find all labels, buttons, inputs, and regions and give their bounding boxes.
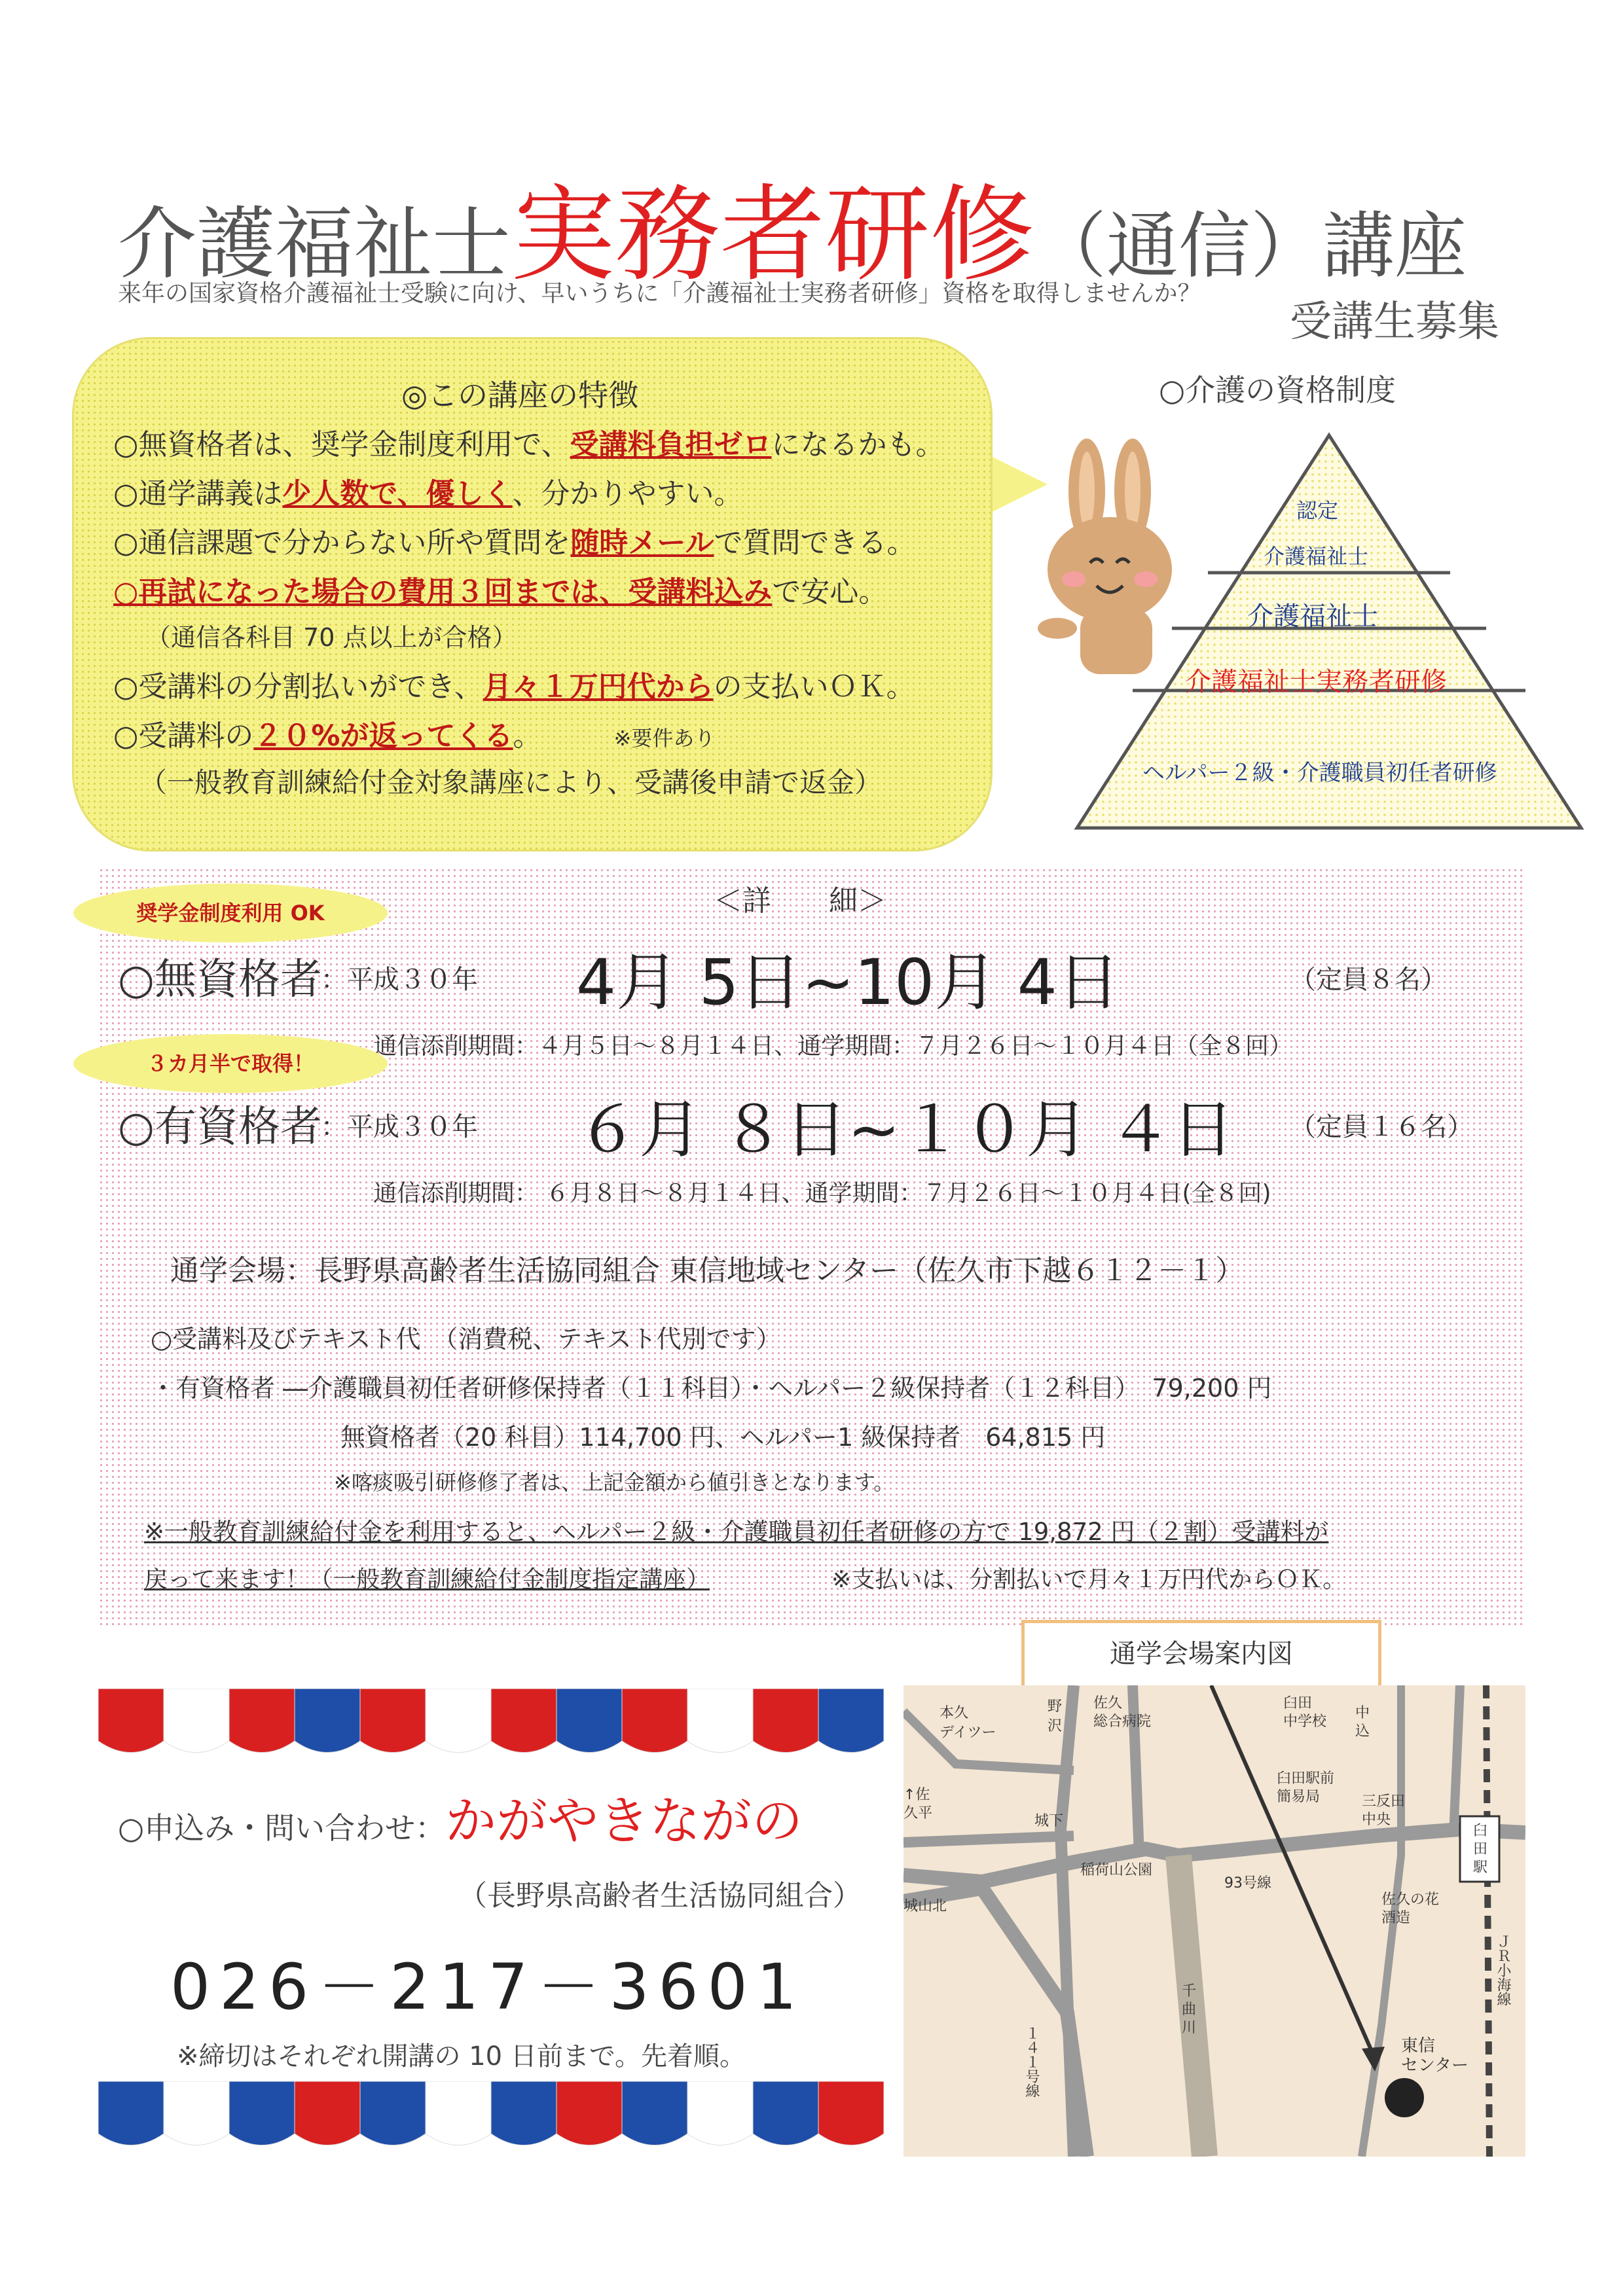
feature-line-2: ○通学講義は少人数で、優しく、分かりやすい。 <box>113 477 743 511</box>
map-label-11b: 田 <box>1473 1841 1488 1857</box>
title-part1: 介護福祉士 <box>118 199 511 290</box>
feature-line-1: ○無資格者は、奨学金制度利用で、受講料負担ゼロになるかも。 <box>113 428 945 461</box>
awning-stripe <box>229 1689 295 1753</box>
feature-line-8: （一般教育訓練給付金対象講座により、受講後申請で返金） <box>139 766 883 798</box>
map-roads <box>903 1685 1525 2157</box>
map-label-5: 臼田 <box>1283 1695 1313 1712</box>
awning-stripe <box>622 2081 687 2145</box>
awning-stripe <box>229 2081 295 2145</box>
map-label-18b: センター <box>1401 2056 1468 2075</box>
map-label-11: 臼 <box>1473 1823 1488 1839</box>
awning-stripe <box>426 2081 491 2145</box>
map-label-15b: 酒造 <box>1381 1910 1411 1926</box>
row1-dates: 4月 5日~10月 4日 <box>576 946 1120 1019</box>
feature-line-7: ○受講料の２０%が返ってくる。 ※要件あり <box>113 719 716 753</box>
awning-stripe <box>491 2081 556 2145</box>
map-label-17c: 川 <box>1182 2020 1197 2036</box>
map-label-5b: 中学校 <box>1283 1713 1327 1730</box>
fee-line2: 無資格者（20 科目）114,700 円、ヘルパー1 級保持者 64,815 円 <box>340 1423 1106 1452</box>
awning-stripe <box>556 1689 622 1753</box>
access-map <box>903 1685 1525 2157</box>
row1-schedule: 通信添削期間：４月５日～８月１４日、通学期間：７月２６日～１０月４日（全８回） <box>373 1033 1293 1060</box>
awning-stripe <box>98 2081 164 2145</box>
pyramid-tier2: 介護福祉士 <box>1247 601 1378 632</box>
tag-duration: ３カ月半で取得！ <box>73 1034 388 1093</box>
map-label-13: 93号線 <box>1224 1875 1271 1892</box>
title-part3: （通信）講座 <box>1034 204 1467 288</box>
map-label-1: 本久 <box>939 1705 969 1721</box>
details-box <box>98 867 1525 1626</box>
features-bubble <box>72 337 993 852</box>
awning-stripe <box>360 1689 426 1753</box>
pyramid-tier1b: 介護福祉士 <box>1264 544 1369 569</box>
contact-line <box>118 1780 803 1854</box>
awning-bottom <box>98 2081 884 2153</box>
map-label-3b: 沢 <box>1048 1718 1063 1734</box>
awning-stripe <box>98 1689 164 1753</box>
map-title: 通学会場案内図 <box>1021 1620 1381 1689</box>
map-label-8: 城下 <box>1034 1813 1064 1829</box>
row2-era: ：平成３０年 <box>321 1112 478 1142</box>
row1-era: ：平成３０年 <box>321 965 478 995</box>
details-heading: ＜詳 細＞ <box>714 884 886 918</box>
fee-line1: ・有資格者 ―介護職員初任者研修保持者（１１科目）・ヘルパー２級保持者（１２科目） 79,200 円 <box>151 1374 1272 1403</box>
feature-line-3: ○通信課題で分からない所や質問を随時メールで質問できる。 <box>113 526 916 560</box>
awning-stripe <box>818 1689 884 1753</box>
map-label-19: １４１号線 <box>1023 2026 1040 2098</box>
row2-capacity: （定員１６名） <box>1290 1112 1473 1142</box>
awning-stripe <box>295 2081 360 2145</box>
feature-line-4: ○再試になった場合の費用３回までは、受講料込みで安心。 <box>113 575 888 609</box>
row2-dates: ６月 ８日~１０月 ４日 <box>576 1093 1235 1166</box>
map-label-11c: 駅 <box>1473 1859 1488 1876</box>
map-label-9b: 簡易局 <box>1277 1789 1321 1805</box>
pyramid-tier3: 介護福祉士実務者研修 <box>1185 667 1447 697</box>
map-label-16: ＪＲ小海線 <box>1495 1934 1511 2006</box>
row1-capacity: （定員８名） <box>1290 965 1447 995</box>
map-label-7: ↑佐 <box>903 1787 930 1803</box>
venue: 通学会場：長野県高齢者生活協同組合 東信地域センター（佐久市下越６１２－１） <box>170 1254 1245 1287</box>
benefit-line2a: 戻って来ます！（一般教育訓練給付金制度指定講座） <box>144 1566 710 1593</box>
awning-stripe <box>426 1689 491 1753</box>
deadline-note: ※締切はそれぞれ開講の 10 日前まで。先着順。 <box>177 2041 746 2072</box>
awning-stripe <box>360 2081 426 2145</box>
feature-line-6: ○受講料の分割払いができ、月々１万円代からの支払いＯＫ。 <box>113 670 915 704</box>
map-label-18: 東信 <box>1401 2036 1436 2056</box>
row2-schedule: 通信添削期間： ６月８日～８月１４日、通学期間：７月２６日～１０月４日(全８回) <box>373 1180 1271 1207</box>
map-label-15: 佐久の花 <box>1381 1892 1440 1908</box>
awning-stripe <box>753 1689 818 1753</box>
map-label-6: 中 <box>1355 1705 1370 1721</box>
map-label-6b: 込 <box>1355 1723 1370 1740</box>
features-heading: ◎この講座の特徴 <box>401 378 639 413</box>
map-label-4b: 総合病院 <box>1093 1713 1152 1730</box>
pyramid-tier1a: 認定 <box>1296 498 1339 523</box>
map-label-2: デイツー <box>939 1725 996 1741</box>
awning-stripe <box>556 2081 622 2145</box>
map-label-4: 佐久 <box>1093 1695 1123 1712</box>
fee-note: ※喀痰吸引研修修了者は、上記金額から値引きとなります。 <box>334 1470 895 1495</box>
fee-heading: ○受講料及びテキスト代 （消費税、テキスト代別です） <box>151 1325 781 1354</box>
feature-line-5: （通信各科目 70 点以上が合格） <box>146 623 517 652</box>
map-label-10b: 中央 <box>1362 1812 1391 1828</box>
pyramid-tier4: ヘルパー２級・介護職員初任者研修 <box>1142 760 1497 786</box>
map-label-9: 臼田駅前 <box>1277 1770 1335 1787</box>
map-label-7b: 久平 <box>903 1805 933 1821</box>
map-label-12: 稲荷山公園 <box>1080 1862 1153 1878</box>
awning-stripe <box>164 2081 229 2145</box>
row2-label: ○有資格者 <box>118 1103 322 1151</box>
awning-stripe <box>622 1689 687 1753</box>
awning-stripe <box>491 1689 556 1753</box>
awning-top <box>98 1689 884 1761</box>
row1-label: ○無資格者 <box>118 956 322 1004</box>
tag-scholarship: 奨学金制度利用 OK <box>73 884 388 942</box>
title-part2: 実務者研修 <box>511 173 1035 296</box>
awning-stripe <box>687 1689 753 1753</box>
map-label-10: 三反田 <box>1362 1793 1406 1810</box>
awning-stripe <box>295 1689 360 1753</box>
awning-stripe <box>818 2081 884 2145</box>
map-label-17: 千 <box>1182 1983 1197 2000</box>
benefit-line2b: ※支払いは、分割払いで月々１万円代からＯＫ。 <box>831 1566 1347 1593</box>
phone-number: 026－217－3601 <box>170 1950 806 2024</box>
map-label-14: 城山北 <box>903 1898 947 1914</box>
benefit-line1: ※一般教育訓練給付金を利用すると、ヘルパー２級・介護職員初任者研修の方で 19,872 円（２割）受講料が <box>144 1518 1329 1546</box>
map-label-17b: 曲 <box>1182 2001 1197 2018</box>
map-label-3: 野 <box>1048 1698 1063 1715</box>
pyramid-label: ○介護の資格制度 <box>1159 372 1396 408</box>
awning-stripe <box>687 2081 753 2145</box>
awning-stripe <box>164 1689 229 1753</box>
org-name: かがやきながの <box>445 1792 803 1851</box>
recruit-label: 受講生募集 <box>1290 298 1499 346</box>
contact-label: ○申込み・問い合わせ： <box>118 1810 446 1846</box>
coop-name: （長野県高齢者生活協同組合） <box>458 1879 862 1912</box>
awning-stripe <box>753 2081 818 2145</box>
subtitle: 来年の国家資格介護福祉士受験に向け、早いうちに「介護福祉士実務者研修」資格を取得しませんか？ <box>118 280 1201 307</box>
